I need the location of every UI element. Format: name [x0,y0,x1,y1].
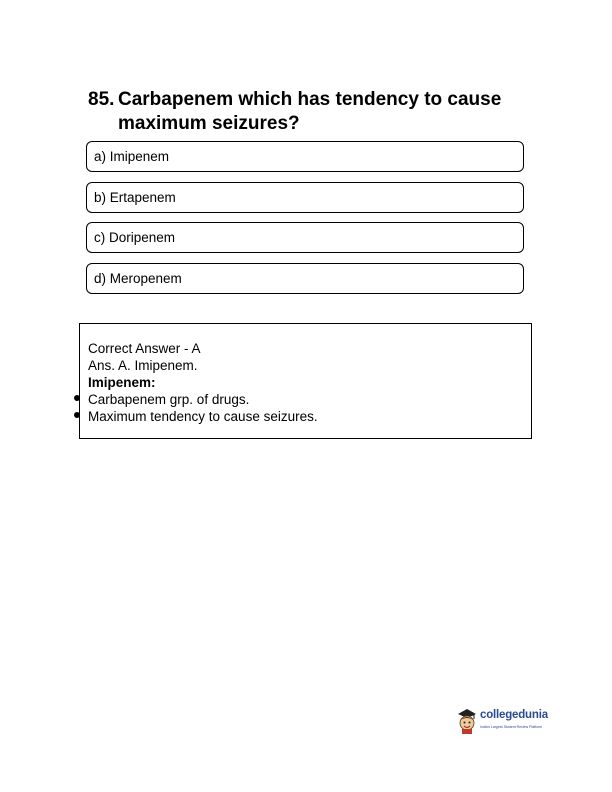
question-text: Carbapenem which has tendency to cause maximum seizures? [118,89,502,134]
question [88,88,538,136]
collegedunia-logo [456,706,556,736]
correct-answer: Correct Answer - A [88,341,201,356]
answer-bullet: Maximum tendency to cause seizures. [88,409,318,424]
option-a[interactable]: a) Imipenem [86,141,524,172]
answer-box [79,323,532,439]
option-c[interactable]: c) Doripenem [86,222,524,253]
answer-text: Ans. A. Imipenem. [88,358,198,373]
bullet-icon [74,412,80,418]
answer-heading: Imipenem: [88,375,156,390]
question-number: 85. [88,89,115,110]
mascot-icon [456,708,478,734]
bullet-icon [74,395,80,401]
answer-bullet: Carbapenem grp. of drugs. [88,392,250,407]
option-b[interactable]: b) Ertapenem [86,182,524,213]
logo-brand: collegedunia [480,709,548,721]
logo-tagline: India's Largest Student Review Platform [480,725,543,729]
option-d[interactable]: d) Meropenem [86,263,524,294]
